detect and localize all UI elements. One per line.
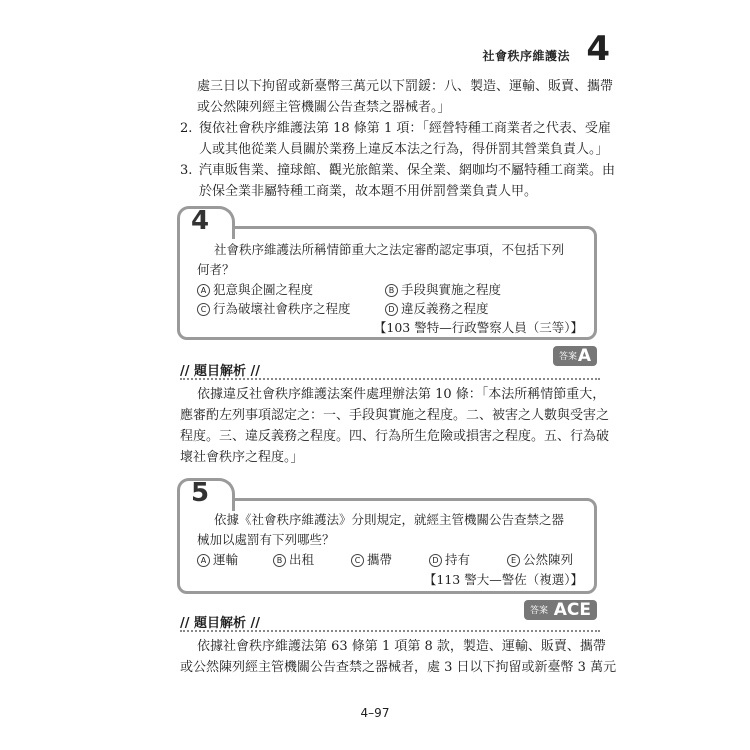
- list-number: 3.: [180, 163, 193, 178]
- text-line: 復依社會秩序維護法第 18 條第 1 項：「經營特種工商業者之代表、受雇: [199, 121, 611, 136]
- divider: [180, 630, 600, 632]
- option-d: D 持有: [429, 550, 470, 568]
- question-source: 【103 警特—行政警察人員（三等）】: [373, 320, 583, 335]
- text-line: 處三日以下拘留或新臺幣三萬元以下罰鍰：八、製造、運輸、販賣、攜帶: [197, 79, 614, 94]
- option-c: C 攜帶: [351, 550, 392, 568]
- answer-badge: [524, 600, 597, 620]
- answer-label: 答案: [559, 352, 578, 362]
- list-item-2: [180, 118, 611, 160]
- list-item-3: [180, 160, 616, 202]
- running-header: [470, 29, 610, 70]
- page-number: 4–97: [360, 706, 390, 720]
- question-text: [197, 240, 583, 280]
- text-line: 依據違反社會秩序維護法案件處理辦法第 10 條：「本法所稱情節重大，: [197, 387, 606, 402]
- answer-value: ACE: [553, 600, 591, 620]
- question-text: [197, 510, 583, 550]
- text-line: 於保全業非屬特種工商業，故本題不用併罰營業負責人甲。: [199, 184, 538, 199]
- text-line: 應審酌左列事項認定之：一、手段與實施之程度。二、被害之人數與受害之: [180, 408, 610, 423]
- option-e: E 公然陳列: [507, 550, 573, 568]
- option-a: A 運輸: [197, 550, 238, 568]
- question-number: 5: [191, 478, 210, 508]
- analysis-paragraph: [180, 384, 610, 468]
- question-source: 【113 警大—警佐（複選）】: [423, 572, 583, 587]
- text-line: 或公然陳列經主管機關公告查禁之器械者，處 3 日以下拘留或新臺幣 3 萬元: [180, 660, 617, 675]
- text-line: 程度。三、違反義務之程度。四、行為所生危險或損害之程度。五、行為破: [180, 429, 610, 444]
- text-line: 汽車販售業、撞球館、觀光旅館業、保全業、網咖均不屬特種工商業。由: [199, 163, 616, 178]
- question-5-box: [177, 478, 597, 594]
- option-c: C 行為破壞社會秩序之程度: [197, 299, 351, 317]
- answer-label: 答案: [530, 606, 549, 616]
- text-line: 何者？: [197, 262, 235, 277]
- analysis-heading: // 題目解析 //: [180, 616, 261, 631]
- question-4-box: [177, 206, 597, 340]
- list-number: 2.: [180, 121, 193, 136]
- intro-paragraph: [180, 76, 614, 118]
- text-line: 壞社會秩序之程度。」: [180, 450, 304, 465]
- option-a: A 犯意與企圖之程度: [197, 280, 313, 298]
- question-number: 4: [191, 206, 210, 236]
- option-b: B 出租: [273, 550, 314, 568]
- option-b: B 手段與實施之程度: [385, 280, 501, 298]
- text-line: 依據《社會秩序維護法》分則規定，就經主管機關公告查禁之器: [214, 512, 565, 527]
- analysis-heading: // 題目解析 //: [180, 364, 261, 379]
- answer-value: A: [577, 346, 591, 366]
- text-line: 社會秩序維護法所稱情節重大之法定審酌認定事項，不包括下列: [214, 242, 565, 257]
- divider: [180, 378, 600, 380]
- text-line: 依據社會秩序維護法第 63 條第 1 項第 8 款，製造、運輸、販賣、攜帶: [197, 639, 606, 654]
- running-header-title: 社會秩序維護法: [482, 49, 570, 63]
- option-d: D 違反義務之程度: [385, 299, 489, 317]
- text-line: 或公然陳列經主管機關公告查禁之器械者。」: [197, 100, 451, 115]
- text-line: 人或其他從業人員關於業務上違反本法之行為，得併罰其營業負責人。」: [199, 142, 609, 157]
- analysis-paragraph: [180, 636, 617, 678]
- text-line: 械加以處罰有下列哪些？: [197, 532, 335, 547]
- chapter-number: 4: [586, 29, 610, 69]
- answer-badge: [553, 346, 597, 366]
